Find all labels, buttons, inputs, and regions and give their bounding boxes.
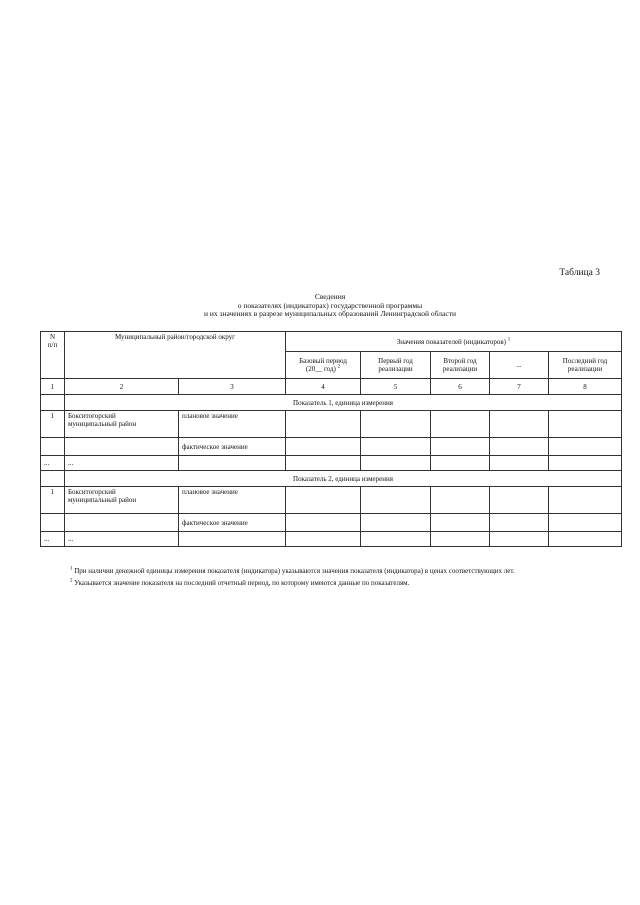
col-number: 7: [490, 379, 549, 395]
col-number: 3: [179, 379, 286, 395]
value-cell[interactable]: [431, 532, 490, 547]
table-row: [41, 514, 622, 532]
value-cell[interactable]: [361, 514, 431, 532]
col-number: 5: [361, 379, 431, 395]
table-row: [41, 487, 622, 514]
value-cell[interactable]: [549, 438, 622, 456]
value-cell[interactable]: [549, 487, 622, 514]
value-cell[interactable]: [361, 438, 431, 456]
table-label: Таблица 3: [559, 268, 600, 278]
value-cell[interactable]: [549, 456, 622, 471]
header-second-year: Второй год реализации: [431, 352, 490, 379]
footnotes: [40, 567, 625, 588]
col-number: 2: [65, 379, 179, 395]
caption-line-1: Сведения: [314, 292, 346, 301]
indicator-2-title: Показатель 2, единица измерения: [65, 471, 622, 487]
header-row-1: [41, 332, 622, 352]
value-cell[interactable]: [490, 456, 549, 471]
section-title-row: [41, 395, 622, 411]
district-name: Бокситогорский муниципальный район: [65, 411, 179, 438]
value-cell[interactable]: [490, 438, 549, 456]
section-title-row: [41, 471, 622, 487]
footnote-1-mark: 1: [70, 566, 73, 572]
blank-cell: [179, 532, 286, 547]
value-cell[interactable]: [286, 487, 361, 514]
indicator-1-title: Показатель 1, единица измерения: [65, 395, 622, 411]
footnote-ref-1: 1: [507, 337, 511, 343]
blank-cell: [65, 438, 179, 456]
value-cell[interactable]: [431, 411, 490, 438]
blank-cell: [179, 456, 286, 471]
column-numbers-row: [41, 379, 622, 395]
value-cell[interactable]: [490, 532, 549, 547]
caption-line-2: о показателях (индикаторах) государственной программы: [237, 300, 423, 310]
blank-cell: [65, 514, 179, 532]
fact-value-label: фактическое значение: [179, 438, 286, 456]
value-cell[interactable]: [286, 532, 361, 547]
footnote-ref-2: 2: [337, 364, 341, 370]
ellipsis-num: ...: [41, 532, 65, 547]
value-cell[interactable]: [361, 456, 431, 471]
value-cell[interactable]: [431, 456, 490, 471]
blank-cell: [41, 395, 65, 411]
value-cell[interactable]: [549, 514, 622, 532]
row-number: 1: [41, 411, 65, 438]
row-number: 1: [41, 487, 65, 514]
value-cell[interactable]: [361, 532, 431, 547]
value-cell[interactable]: [549, 532, 622, 547]
blank-cell: [41, 438, 65, 456]
value-cell[interactable]: [286, 514, 361, 532]
header-values-group-text: Значения показателей (индикаторов): [396, 337, 507, 346]
value-cell[interactable]: [431, 487, 490, 514]
value-cell[interactable]: [361, 487, 431, 514]
value-cell[interactable]: [490, 514, 549, 532]
footnote-2-text: Указывается значение показателя на последний отчетный период, по которому имеются данные по показателям.: [74, 578, 410, 587]
header-base-period: [286, 352, 361, 379]
header-municipality: Муниципальный район/городской округ: [65, 332, 286, 379]
value-cell[interactable]: [286, 438, 361, 456]
header-values-group: [286, 332, 622, 352]
header-num: N п/п: [41, 332, 65, 379]
header-ellipsis: ...: [490, 352, 549, 379]
col-number: 6: [431, 379, 490, 395]
col-number: 1: [41, 379, 65, 395]
table-row: [41, 456, 622, 471]
header-last-year: Последний год реализации: [549, 352, 622, 379]
plan-value-label: плановое значение: [179, 411, 286, 438]
table-row: [41, 532, 622, 547]
value-cell[interactable]: [361, 411, 431, 438]
plan-value-label: плановое значение: [179, 487, 286, 514]
blank-cell: [41, 514, 65, 532]
value-cell[interactable]: [490, 411, 549, 438]
table-row: [41, 438, 622, 456]
footnote-1: [40, 567, 625, 577]
indicators-table: [40, 331, 622, 547]
footnote-2: [40, 579, 625, 589]
value-cell[interactable]: [549, 411, 622, 438]
footnote-2-mark: 2: [70, 578, 73, 584]
value-cell[interactable]: [431, 438, 490, 456]
header-base-period-text: Базовый период (20__ год): [299, 357, 347, 373]
value-cell[interactable]: [490, 487, 549, 514]
blank-cell: [41, 471, 65, 487]
fact-value-label: фактическое значение: [179, 514, 286, 532]
ellipsis-name: ...: [65, 532, 179, 547]
footnote-1-text: При наличии денежной единицы измерения показателя (индикатора) указываются значения показателя (индикатора) в ценах соответствующих лет.: [74, 567, 515, 575]
col-number: 4: [286, 379, 361, 395]
ellipsis-num: ...: [41, 456, 65, 471]
table-row: [41, 411, 622, 438]
header-first-year: Первый год реализации: [361, 352, 431, 379]
col-number: 8: [549, 379, 622, 395]
district-name: Бокситогорский муниципальный район: [65, 487, 179, 514]
caption-line-3: и их значениях в разрезе муниципальных образований Ленинградской области: [203, 309, 456, 319]
ellipsis-name: ...: [65, 456, 179, 471]
value-cell[interactable]: [431, 514, 490, 532]
table-caption: [40, 293, 620, 319]
value-cell[interactable]: [286, 411, 361, 438]
value-cell[interactable]: [286, 456, 361, 471]
